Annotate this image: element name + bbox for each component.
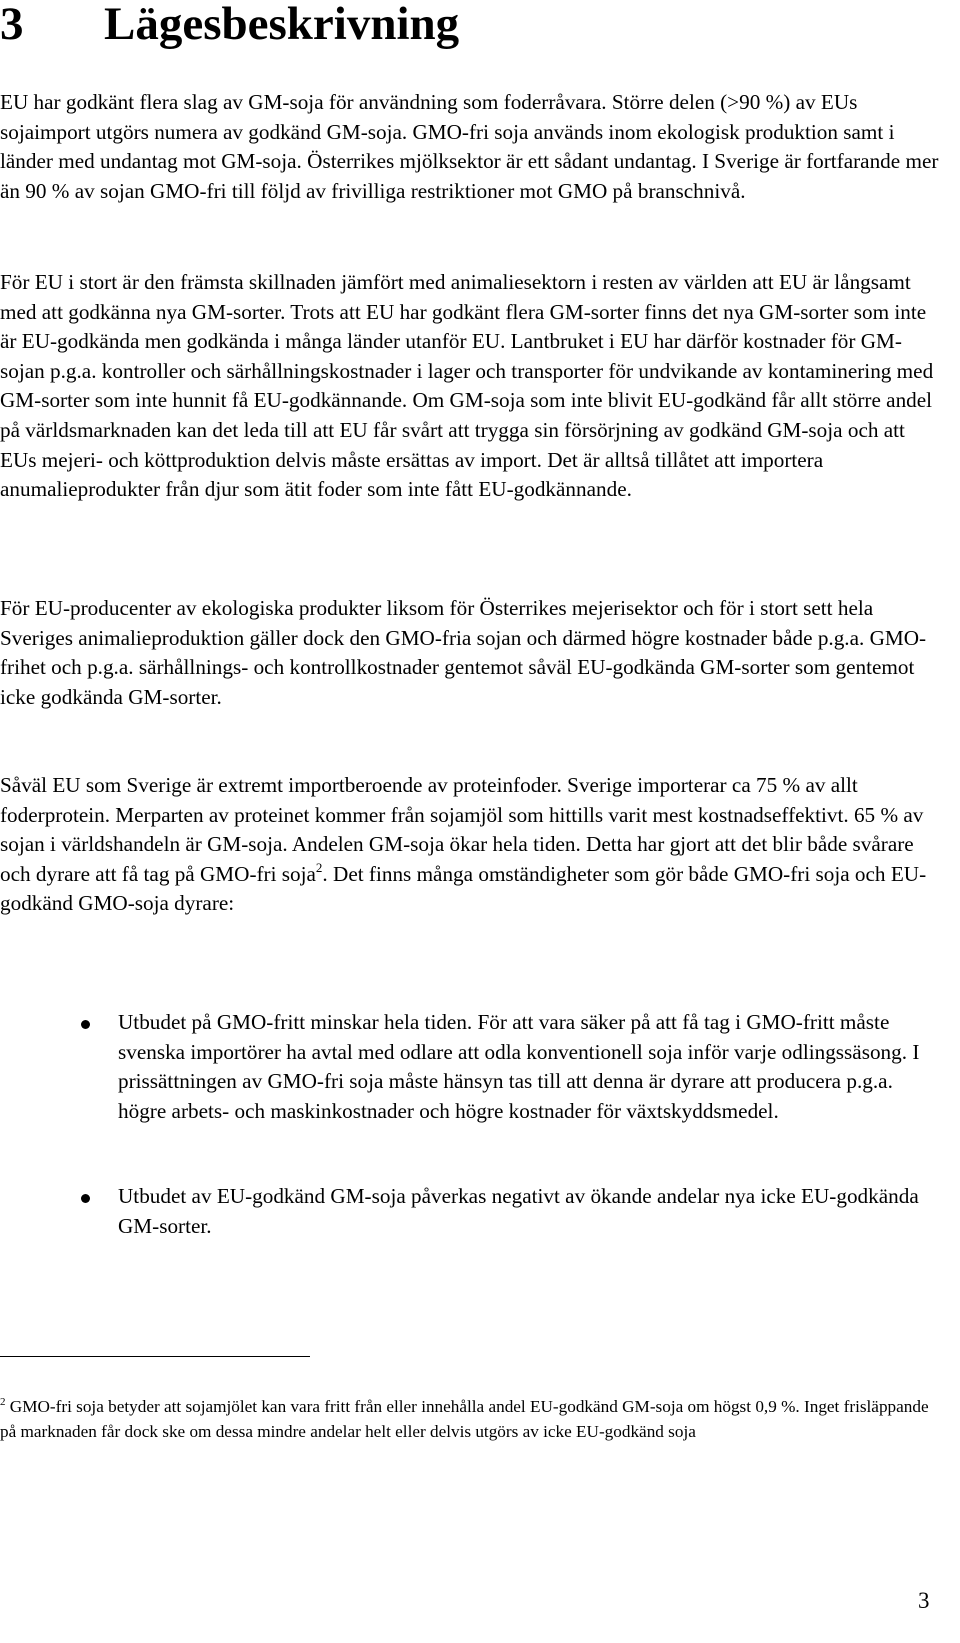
page-number: 3 bbox=[918, 1588, 930, 1613]
bullet-text-1: Utbudet på GMO-fritt minskar hela tiden. För att vara säker på att få tag i GMO-fritt måste svenska importörer ha avtal med odlare att odla konventionell soja inför varje odlingssäsong. I prissättningen av GMO-fri soja måste hänsyn tas till att denna är dyrare att producera p.g.a. högre arbets- och maskinkostnader och högre kostnader för växtskyddsmedel. bbox=[118, 1010, 920, 1123]
bullet-icon bbox=[81, 1020, 90, 1029]
bullet-item-1 bbox=[0, 1008, 940, 1126]
footnote-reference: 2 bbox=[315, 859, 323, 875]
footnote-mark: 2 bbox=[0, 1396, 6, 1408]
paragraph-2: För EU i stort är den främsta skillnaden jämfört med animaliesektorn i resten av världen att EU är långsamt med att godkänna nya GM-sorter. Trots att EU har godkänt flera GM-sorter finns det nya GM-sorter som inte är EU-godkända men godkända i många länder utanför EU. Lantbruket i EU har därför kostnader för GM-sojan p.g.a. kontroller och särhållningskostnader i lager och transporter för undvikande av kontaminering med GM-sorter som inte hunnit få EU-godkännande. Om GM-soja som inte blivit EU-godkänd får allt större andel på världsmarknaden kan det leda till att EU får svårt att trygga sin försörjning av godkänd GM-soja och att EUs mejeri- och köttproduktion delvis måste ersättas av import. Det är alltså tillåtet att importera anumalieprodukter från djur som ätit foder som inte fått EU-godkännande. bbox=[0, 270, 934, 502]
section-number: 3 bbox=[0, 0, 24, 50]
bullet-icon bbox=[81, 1194, 90, 1203]
paragraph-1: EU har godkänt flera slag av GM-soja för användning som foderråvara. Större delen (>90 %) av EUs sojaimport utgörs numera av godkänd GM-soja. GMO-fri soja används inom ekologisk produktion samt i länder med undantag mot GM-soja. Österrikes mjölksektor är ett sådant undantag. I Sverige är fortfarande mer än 90 % av sojan GMO-fri till följd av frivilliga restriktioner mot GMO på branschnivå. bbox=[0, 90, 939, 203]
footnote-text: GMO-fri soja betyder att sojamjölet kan vara fritt från eller innehålla andel EU-godkänd GM-soja om högst 0,9 %. Inget frisläppande på marknaden får dock ske om dessa mindre andelar helt eller delvis utgörs av icke EU-godkänd soja bbox=[0, 1397, 929, 1441]
paragraph-4-part-1: Såväl EU som Sverige är extremt importberoende av proteinfoder. Sverige importerar ca 75 % av allt foderprotein. Merparten av proteinet kommer från sojamjöl som hittills varit mest kostnadseffektivt. 65 % av sojan i världshandeln är GM-soja. Andelen GM-soja ökar hela tiden. Detta har gjort att det blir både svårare och dyrare att få tag på GMO-fri soja bbox=[0, 773, 924, 886]
section-title: Lägesbeskrivning bbox=[104, 0, 460, 50]
bullet-text-2: Utbudet av EU-godkänd GM-soja påverkas negativt av ökande andelar nya icke EU-godkända GM-sorter. bbox=[118, 1184, 919, 1238]
paragraph-3: För EU-producenter av ekologiska produkter liksom för Österrikes mejerisektor och för i stort sett hela Sveriges animalieproduktion gäller dock den GMO-fria sojan och därmed högre kostnader både p.g.a. GMO-frihet och p.g.a. särhållnings- och kontrollkostnader gentemot såväl EU-godkända GM-sorter som gentemot icke godkända GM-sorter. bbox=[0, 596, 927, 709]
paragraph-4 bbox=[0, 771, 940, 919]
bullet-list-2 bbox=[0, 1182, 940, 1241]
bullet-item-2 bbox=[0, 1182, 940, 1241]
section-heading bbox=[0, 0, 459, 52]
footnote-separator bbox=[0, 1356, 310, 1357]
bullet-list bbox=[0, 1008, 940, 1126]
footnote bbox=[0, 1394, 940, 1444]
paragraph-4-part-2: . Det finns många omständigheter som gör både GMO-fri soja och EU-godkänd GMO-soja dyrare: bbox=[0, 861, 927, 916]
